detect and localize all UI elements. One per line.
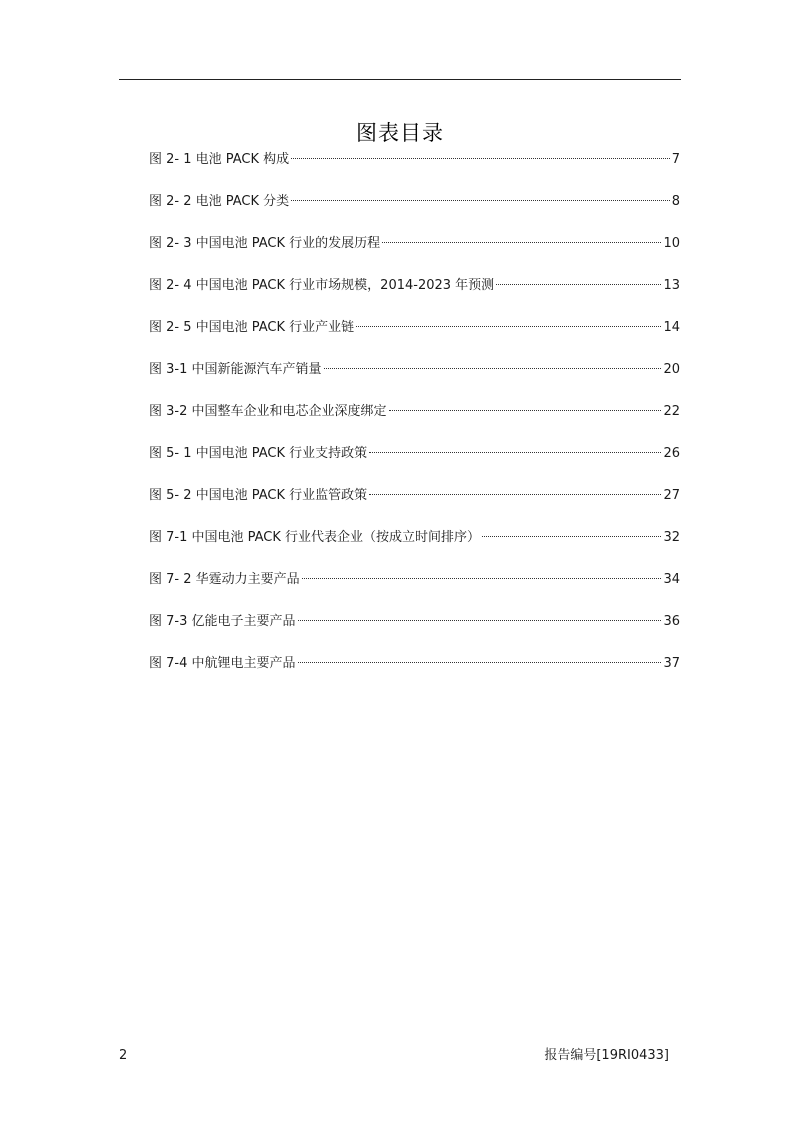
toc-entry-page: 22 [663,404,680,419]
toc-dot-leader [324,368,662,369]
toc-dot-leader [298,620,662,621]
toc-dot-leader [302,578,662,579]
toc-entry-label: 图 7-3 亿能电子主要产品 [149,614,296,629]
toc-entry-page: 34 [663,572,680,587]
toc-entry-page: 14 [663,320,680,335]
footer-report-id: 报告编号[19RI0433] [544,1048,669,1063]
toc-entry[interactable] [149,359,680,401]
toc-entry[interactable] [149,401,680,443]
toc-dot-leader [369,452,661,453]
toc-entry[interactable] [149,485,680,527]
toc-entry[interactable] [149,611,680,653]
toc-entry-page: 37 [663,656,680,671]
toc-entry-label: 图 7- 2 华霆动力主要产品 [149,572,300,587]
toc-entry-page: 27 [663,488,680,503]
toc-dot-leader [496,284,661,285]
toc-entry-label: 图 7-1 中国电池 PACK 行业代表企业（按成立时间排序） [149,530,481,545]
toc-entry-page: 20 [663,362,680,377]
toc-entry-page: 32 [663,530,680,545]
toc-dot-leader [382,242,661,243]
toc-entry-page: 10 [663,236,680,251]
toc-entry-page: 36 [663,614,680,629]
page-title: 图表目录 [356,121,444,146]
toc-entry-label: 图 2- 5 中国电池 PACK 行业产业链 [149,320,355,335]
toc-entry-page: 8 [671,194,680,209]
toc-entry[interactable] [149,569,680,611]
toc-entry-label: 图 5- 2 中国电池 PACK 行业监管政策 [149,488,368,503]
toc-entry-label: 图 2- 3 中国电池 PACK 行业的发展历程 [149,236,381,251]
toc-entry[interactable] [149,191,680,233]
toc-entry[interactable] [149,443,680,485]
header-rule [119,79,681,80]
toc-entry[interactable] [149,317,680,359]
toc-dot-leader [389,410,662,411]
toc-entry-label: 图 5- 1 中国电池 PACK 行业支持政策 [149,446,368,461]
toc-entry-page: 7 [671,152,680,167]
toc-entry-label: 图 2- 2 电池 PACK 分类 [149,194,290,209]
toc-entry[interactable] [149,653,680,695]
toc-entry[interactable] [149,527,680,569]
figure-table-of-contents [149,149,680,695]
footer-page-number: 2 [119,1048,128,1063]
toc-entry[interactable] [149,275,680,317]
toc-dot-leader [291,158,670,159]
toc-dot-leader [369,494,661,495]
toc-entry-label: 图 2- 4 中国电池 PACK 行业市场规模，2014-2023 年预测 [149,278,495,293]
toc-entry-page: 13 [663,278,680,293]
toc-entry-label: 图 7-4 中航锂电主要产品 [149,656,296,671]
toc-entry-label: 图 2- 1 电池 PACK 构成 [149,152,290,167]
toc-entry-label: 图 3-1 中国新能源汽车产销量 [149,362,322,377]
toc-entry[interactable] [149,149,680,191]
toc-entry[interactable] [149,233,680,275]
toc-entry-label: 图 3-2 中国整车企业和电芯企业深度绑定 [149,404,387,419]
toc-dot-leader [482,536,661,537]
toc-dot-leader [298,662,662,663]
toc-dot-leader [356,326,661,327]
toc-dot-leader [291,200,670,201]
toc-entry-page: 26 [663,446,680,461]
